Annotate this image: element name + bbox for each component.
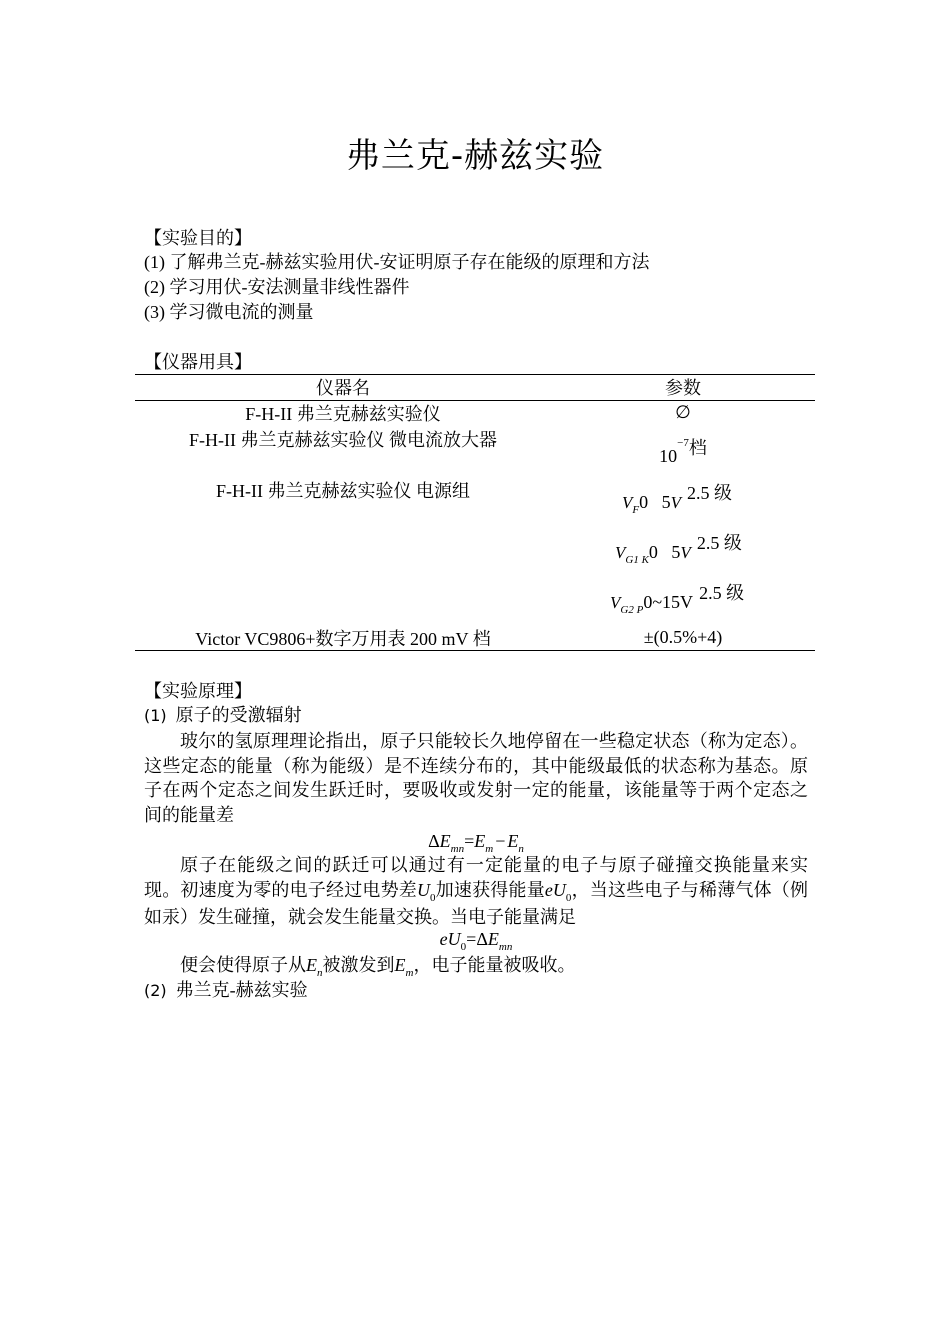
page-title: 弗兰克-赫兹实验 — [345, 136, 605, 176]
paragraph: 原子在能级之间的跃迁可以通过有一定能量的电子与原子碰撞交换能量来实现。初速度为零的电子经过电势差$U_0$加速获得能量$eU_0$，当这些电子与稀薄气体（例如汞）发生碰撞，就会发生能量交换。当电子能量满足 — [144, 855, 809, 927]
subsection-title: (1) 原子的受激辐射 — [144, 705, 302, 725]
purpose-item: (2) 学习用伏-安法测量非线性器件 — [144, 277, 410, 297]
table-cell-param — [560, 436, 806, 466]
table-cell-name: Victor VC9806+数字万用表 200 mV 档 — [195, 629, 491, 649]
table-cell-param: ±(0.5%+4) — [643, 627, 723, 647]
table-top-rule — [135, 374, 815, 375]
power-param-vf: $V_F0$ 5V 2.5 级 — [622, 483, 733, 516]
table-cell-param: ∅ — [675, 402, 691, 422]
equation-excitation-condition: $eU_0=\Delta E_{mn}$ — [439, 929, 513, 953]
purpose-heading: 【实验目的】 — [144, 228, 252, 248]
table-cell-name: F-H-II 弗兰克赫兹实验仪 电源组 — [216, 481, 470, 501]
table-header-param: 参数 — [665, 378, 701, 398]
equation-energy-difference: $\Delta E_{mn}=E_m - E_n$ — [428, 831, 524, 855]
instruments-heading: 【仪器用具】 — [144, 352, 252, 372]
param-unit: 档 — [688, 438, 707, 458]
table-cell-name: F-H-II 弗兰克赫兹实验仪 — [245, 404, 441, 424]
table-cell-name: F-H-II 弗兰克赫兹实验仪 微电流放大器 — [189, 430, 497, 450]
paragraph: 便会使得原子从$E_n$被激发到$E_m$，电子能量被吸收。 — [180, 955, 576, 979]
purpose-item: (3) 学习微电流的测量 — [144, 302, 314, 322]
power-param-vg1k: $V_{G1 K}0$ 5V 2.5 级 — [615, 533, 742, 566]
paragraph: 玻尔的氢原理理论指出，原子只能较长久地停留在一些稳定状态（称为定态）。这些定态的能量（称为能级）是不连续分布的，其中能级最低的状态称为基态。原子在两个定态之间发生跃迁时，要吸收或发射一定的能量，该能量等于两个定态之间的能量差 — [144, 731, 808, 825]
subsection-title: (2) 弗兰克-赫兹实验 — [144, 980, 308, 1000]
param-exponent: −7 — [677, 437, 689, 449]
power-param-vg2p: $V_{G2 P}0\sim 15V$ 2.5 级 — [610, 583, 745, 616]
table-header-name: 仪器名 — [316, 378, 370, 398]
purpose-item: (1) 了解弗兰克-赫兹实验用伏-安证明原子存在能级的原理和方法 — [144, 252, 650, 272]
table-bottom-rule — [135, 650, 815, 651]
param-base: 10 — [659, 446, 678, 466]
principle-heading: 【实验原理】 — [144, 681, 252, 701]
